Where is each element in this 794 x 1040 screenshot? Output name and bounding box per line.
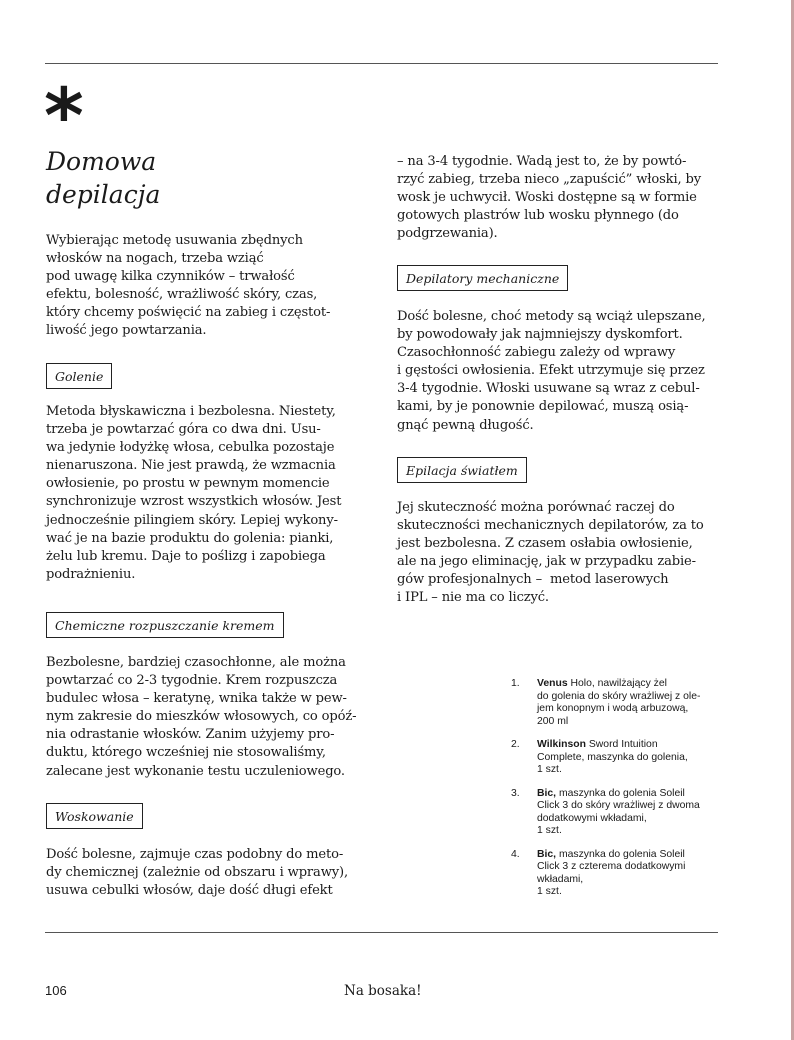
section-heading-depilatory: Depilatory mechaniczne bbox=[397, 265, 568, 291]
text-line: i IPL – nie ma co liczyć. bbox=[397, 590, 549, 606]
text-line: owłosienie, po prostu w pewnym momencie bbox=[46, 476, 330, 492]
section-heading-swiatlo: Epilacja światłem bbox=[397, 457, 527, 483]
product-item bbox=[511, 788, 726, 838]
asterisk-icon: * bbox=[44, 71, 84, 160]
product-item bbox=[511, 849, 726, 899]
text-line: ale na jego eliminację, jak w przypadku zabie- bbox=[397, 554, 696, 570]
text-line: podrażnieniu. bbox=[46, 566, 136, 582]
product-brand: Bic, bbox=[537, 848, 557, 860]
depilatory-paragraph bbox=[397, 308, 705, 435]
article-title bbox=[46, 145, 160, 211]
text-line: synchronizuje wzrost wszystkich włosów. Jest bbox=[46, 494, 342, 510]
text-line: nienaruszona. Nie jest prawdą, że wzmacnia bbox=[46, 458, 336, 474]
product-number: 2. bbox=[511, 739, 520, 750]
text-line: Metoda błyskawiczna i bezbolesna. Niestety, bbox=[46, 404, 336, 419]
text-line: wa jedynie łodyżkę włosa, cebulka pozostaje bbox=[46, 440, 335, 456]
product-brand: Bic, bbox=[537, 787, 557, 799]
text-line: rzyć zabieg, trzeba nieco „zapuścić” włoski, by bbox=[397, 172, 702, 188]
text-line: jest bezbolesna. Z czasem osłabia owłosienie, bbox=[397, 536, 693, 552]
text-line: zalecane jest wykonanie testu uczuleniowego. bbox=[46, 763, 345, 779]
text-line: 3-4 tygodnie. Włoski usuwane są wraz z cebul- bbox=[397, 381, 700, 397]
text-line: i gęstości owłosienia. Efekt utrzymuje się przez bbox=[397, 363, 705, 379]
product-number: 4. bbox=[511, 848, 520, 860]
chemiczne-paragraph bbox=[46, 654, 356, 781]
text-line: pod uwagę kilka czynników – trwałość bbox=[46, 269, 295, 285]
text-line: skuteczności mechanicznych depilatorów, za to bbox=[397, 518, 704, 534]
text-line: efektu, bolesność, wrażliwość skóry, czas, bbox=[46, 287, 318, 303]
bottom-rule bbox=[45, 932, 718, 933]
title-line-1: Domowa bbox=[46, 147, 157, 176]
product-brand: Venus bbox=[537, 678, 568, 689]
swiatlo-paragraph bbox=[397, 499, 704, 608]
text-line: trzeba je powtarzać góra co dwa dni. Usu- bbox=[46, 422, 321, 438]
text-line: Jej skuteczność można porównać raczej do bbox=[397, 500, 675, 515]
text-line: powtarzać co 2-3 tygodnie. Krem rozpuszcza bbox=[46, 673, 338, 689]
text-line: usuwa cebulki włosów, daje dość długi efekt bbox=[46, 883, 333, 899]
magazine-name: Na bosaka! bbox=[344, 983, 422, 999]
text-line: by powodowały jak najmniejszy dyskomfort. bbox=[397, 327, 683, 343]
title-line-2: depilacja bbox=[46, 180, 161, 209]
text-line: nia odrastanie włosków. Zanim użyjemy pro- bbox=[46, 727, 335, 743]
text-line: liwość jego powtarzania. bbox=[46, 323, 207, 339]
product-number: 3. bbox=[511, 787, 520, 799]
product-description: maszynka do golenia Soleil Click 3 do skóry wrażliwej z dwoma dodatkowymi wkładami, 1 szt. bbox=[537, 787, 700, 836]
text-line: gów profesjonalnych – metod laserowych bbox=[397, 572, 669, 588]
product-description: Holo, nawilżający żel do golenia do skóry wrażliwej z ole- jem konopnym i wodą arbuzową, 200 ml bbox=[537, 678, 701, 727]
intro-paragraph bbox=[46, 232, 330, 341]
text-line: wosk je uchwycił. Woski dostępne są w formie bbox=[397, 190, 697, 206]
top-rule bbox=[45, 63, 718, 64]
product-number: 1. bbox=[511, 678, 520, 689]
text-line: który chcemy poświęcić na zabieg i częstot- bbox=[46, 305, 331, 321]
text-line: nym zakresie do mieszków włosowych, co opóź- bbox=[46, 709, 357, 725]
product-brand: Wilkinson bbox=[537, 739, 586, 750]
text-line: dy chemicznej (zależnie od obszaru i wprawy), bbox=[46, 865, 348, 881]
text-line: – na 3-4 tygodnie. Wadą jest to, że by powtó- bbox=[397, 154, 687, 169]
page-number: 106 bbox=[45, 983, 67, 998]
text-line: włosków na nogach, trzeba wziąć bbox=[46, 251, 264, 267]
product-item bbox=[511, 678, 726, 728]
text-line: gnąć pewną długość. bbox=[397, 417, 534, 433]
section-heading-chemiczne: Chemiczne rozpuszczanie kremem bbox=[46, 612, 284, 638]
text-line: podgrzewania). bbox=[397, 226, 498, 242]
text-line: jednocześnie pilingiem skóry. Lepiej wykony- bbox=[46, 512, 338, 528]
section-heading-woskowanie: Woskowanie bbox=[46, 803, 143, 829]
text-line: Dość bolesne, choć metody są wciąż ulepszane, bbox=[397, 309, 706, 324]
text-line: duktu, którego wcześniej nie stosowaliśmy, bbox=[46, 745, 326, 761]
text-line: gotowych plastrów lub wosku płynnego (do bbox=[397, 208, 679, 224]
text-line: Czasochłonność zabiegu zależy od wprawy bbox=[397, 345, 676, 361]
text-line: żelu lub kremu. Daje to poślizg i zapobiega bbox=[46, 548, 326, 564]
product-list bbox=[511, 678, 726, 910]
product-item bbox=[511, 739, 726, 777]
woskowanie-continuation bbox=[397, 153, 701, 243]
golenie-paragraph bbox=[46, 403, 341, 584]
product-description: Sword Intuition Complete, maszynka do golenia, 1 szt. bbox=[537, 739, 688, 775]
text-line: wać je na bazie produktu do golenia: pianki, bbox=[46, 530, 334, 546]
woskowanie-paragraph bbox=[46, 846, 348, 900]
text-line: Dość bolesne, zajmuje czas podobny do meto- bbox=[46, 847, 344, 862]
product-description: maszynka do golenia Soleil Click 3 z czterema dodatkowymi wkładami, 1 szt. bbox=[537, 848, 686, 897]
section-heading-golenie: Golenie bbox=[46, 363, 112, 389]
text-line: Bezbolesne, bardziej czasochłonne, ale można bbox=[46, 655, 346, 670]
text-line: budulec włosa – keratynę, wnika także w pew- bbox=[46, 691, 347, 707]
text-line: Wybierając metodę usuwania zbędnych bbox=[46, 233, 303, 248]
text-line: kami, by je ponownie depilować, muszą osią- bbox=[397, 399, 689, 415]
